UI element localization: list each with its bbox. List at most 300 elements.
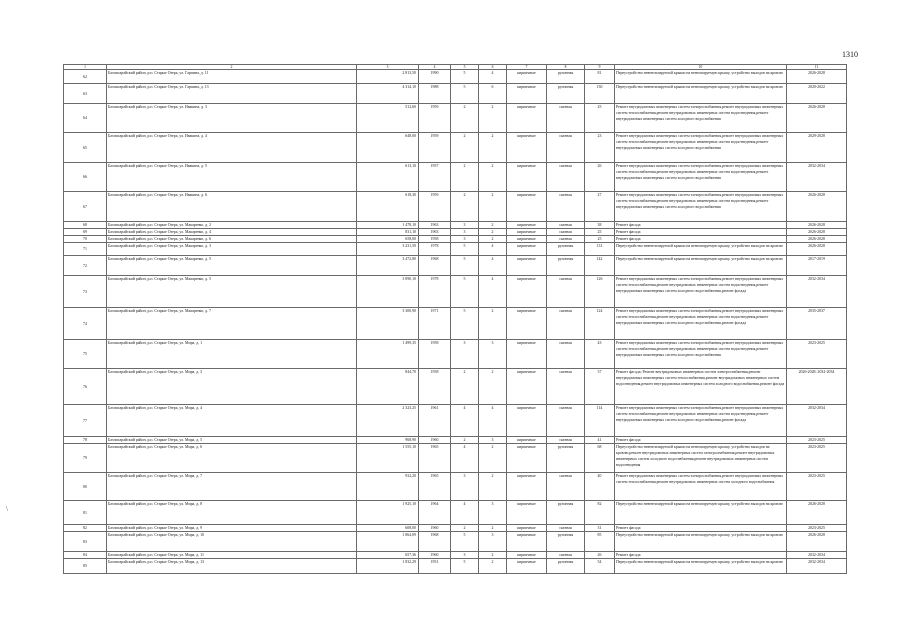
works-cell: Ремонт внутридомовых инженерных систем электроснабжения,ремонт внутридомовых инженерных систем теплоснабжения,ремонт внутридомовых инженерных систем водоотведения,ремонт внутридомовых инженерных систем холодного водоснабжения,ремонт фасада — [615, 308, 787, 340]
year-built-cell: 1959 — [419, 104, 451, 133]
area-cell: 3 231,50 — [357, 243, 419, 256]
table-row — [64, 276, 847, 308]
works-cell: Ремонт внутридомовых инженерных систем электроснабжения,ремонт внутридомовых инженерных систем теплоснабжения,ремонт внутридомовых инженерных систем холодного водоснабжения — [615, 473, 787, 501]
column-header: 3 — [357, 65, 419, 70]
floors-cell: 2 — [451, 192, 479, 222]
row-number-cell: 85 — [64, 559, 107, 574]
table-row — [64, 243, 847, 256]
works-cell: Переустройство невентилируемой крыши на вентилируемую крышу, устройство выходов на кровлю — [615, 559, 787, 574]
row-number-cell: 75 — [64, 340, 107, 369]
address-cell: Бахчисарайский район, р.п. Старые Озера, ул. Макаренко, д. 6 — [107, 236, 357, 243]
column-header: 11 — [787, 65, 847, 70]
row-number-cell: 64 — [64, 104, 107, 133]
floors-cell: 5 — [451, 276, 479, 308]
area-cell: 3 300,90 — [357, 308, 419, 340]
residents-cell: 124 — [585, 308, 615, 340]
floors-cell: 3 — [451, 552, 479, 559]
wall-material-cell: кирпичные — [507, 532, 547, 552]
entrances-cell: 2 — [479, 369, 507, 405]
residents-cell: 37 — [585, 369, 615, 405]
roof-type-cell: рулонная — [547, 256, 585, 276]
year-built-cell: 1958 — [419, 369, 451, 405]
table-row — [64, 340, 847, 369]
works-cell: Ремонт фасада — [615, 525, 787, 532]
wall-material-cell: кирпичные — [507, 104, 547, 133]
repair-period-cell: 2023-2025 — [787, 437, 847, 444]
floors-cell: 5 — [451, 243, 479, 256]
area-cell: 1 555,10 — [357, 444, 419, 473]
row-number-cell: 68 — [64, 222, 107, 229]
wall-material-cell: кирпичные — [507, 501, 547, 525]
table-row — [64, 163, 847, 192]
wall-material-cell: кирпичные — [507, 437, 547, 444]
repair-period-cell: 2023-2025 — [787, 340, 847, 369]
roof-type-cell: рулонная — [547, 70, 585, 84]
repair-period-cell: 2026-2028 — [787, 222, 847, 229]
year-built-cell: 1964 — [419, 501, 451, 525]
wall-material-cell: кирпичные — [507, 163, 547, 192]
repair-period-cell: 2026-2028 — [787, 192, 847, 222]
wall-material-cell: кирпичные — [507, 473, 547, 501]
area-cell: 3 472,80 — [357, 256, 419, 276]
entrances-cell: 2 — [479, 308, 507, 340]
residents-cell: 25 — [585, 104, 615, 133]
repair-period-cell: 2032-2034 — [787, 163, 847, 192]
entrances-cell: 3 — [479, 532, 507, 552]
address-cell: Бахчисарайский район, р.п. Старые Озера, ул. Мира, д. 9 — [107, 525, 357, 532]
entrances-cell: 4 — [479, 70, 507, 84]
repair-period-cell: 2026-2028 — [787, 501, 847, 525]
area-cell: 831,10 — [357, 229, 419, 236]
year-built-cell: 1965 — [419, 473, 451, 501]
works-cell: Ремонт фасада — [615, 236, 787, 243]
roof-type-cell: рулонная — [547, 84, 585, 104]
repair-period-cell: 2032-2034 — [787, 552, 847, 559]
entrances-cell: 4 — [479, 256, 507, 276]
area-cell: 1 864,09 — [357, 532, 419, 552]
year-built-cell: 1960 — [419, 437, 451, 444]
works-cell: Переустройство невентилируемой крыши на вентилируемую крышу, устройство выходов на кровлю — [615, 243, 787, 256]
works-cell: Ремонт внутридомовых инженерных систем электроснабжения,ремонт внутридомовых инженерных систем теплоснабжения,ремонт внутридомовых инженерных систем водоотведения,ремонт внутридомовых инженерных систем холодного водоснабжения — [615, 133, 787, 163]
year-built-cell: 1988 — [419, 84, 451, 104]
roof-type-cell: рулонная — [547, 501, 585, 525]
residents-cell: 26 — [585, 163, 615, 192]
repair-period-cell: 2017-2019 — [787, 256, 847, 276]
floors-cell: 2 — [451, 369, 479, 405]
address-cell: Бахчисарайский район, р.п. Старые Озера, ул. Мира, д. 1 — [107, 340, 357, 369]
row-number-cell: 83 — [64, 532, 107, 552]
roof-type-cell: скатная — [547, 276, 585, 308]
row-number-cell: 71 — [64, 243, 107, 256]
column-header: 6 — [479, 65, 507, 70]
repair-period-cell: 2026-2028 — [787, 70, 847, 84]
roof-type-cell: скатная — [547, 369, 585, 405]
year-built-cell: 1958 — [419, 236, 451, 243]
roof-type-cell: скатная — [547, 552, 585, 559]
year-built-cell: 1963 — [419, 222, 451, 229]
row-number-cell: 70 — [64, 236, 107, 243]
residents-cell: 41 — [585, 437, 615, 444]
repair-period-cell: 2023-2025 — [787, 525, 847, 532]
floors-cell: 3 — [451, 340, 479, 369]
area-cell: 613,10 — [357, 163, 419, 192]
entrances-cell: 2 — [479, 133, 507, 163]
works-cell: Ремонт внутридомовых инженерных систем электроснабжения,ремонт внутридомовых инженерных систем теплоснабжения,ремонт внутридомовых инженерных систем водоотведения,ремонт внутридомовых инженерных систем холодного водоснабжения — [615, 104, 787, 133]
address-cell: Бахчисарайский район, р.п. Старые Озера, ул. Мира, д. 13 — [107, 559, 357, 574]
works-cell: Ремонт внутридомовых инженерных систем электроснабжения,ремонт внутридомовых инженерных систем теплоснабжения,ремонт внутридомовых инженерных систем водоотведения,ремонт внутридомовых инженерных систем холодного водоснабжения — [615, 340, 787, 369]
works-cell: Ремонт внутридомовых инженерных систем электроснабжения,ремонт внутридомовых инженерных систем теплоснабжения,ремонт внутридомовых инженерных систем водоотведения,ремонт внутридомовых инженерных систем холодного водоснабжения,ремонт фасада — [615, 276, 787, 308]
address-cell: Бахчисарайский район, р.п. Старые Озера, ул. Гарпина, д. 11 — [107, 70, 357, 84]
address-cell: Бахчисарайский район, р.п. Старые Озера, ул. Ивакина, д. 4 — [107, 133, 357, 163]
column-header: 8 — [547, 65, 585, 70]
address-cell: Бахчисарайский район, р.п. Старые Озера, ул. Мира, д. 4 — [107, 405, 357, 437]
wall-material-cell: кирпичные — [507, 276, 547, 308]
residents-cell: 81 — [585, 70, 615, 84]
roof-type-cell: скатная — [547, 525, 585, 532]
area-cell: 657,36 — [357, 552, 419, 559]
floors-cell: 5 — [451, 559, 479, 574]
wall-material-cell: кирпичные — [507, 70, 547, 84]
wall-material-cell: кирпичные — [507, 405, 547, 437]
table-row — [64, 437, 847, 444]
entrances-cell: 2 — [479, 192, 507, 222]
entrances-cell: 2 — [479, 444, 507, 473]
address-cell: Бахчисарайский район, р.п. Старые Озера, ул. Мира, д. 7 — [107, 473, 357, 501]
area-cell: 618,30 — [357, 192, 419, 222]
roof-type-cell: скатная — [547, 405, 585, 437]
floors-cell: 2 — [451, 437, 479, 444]
residents-cell: 126 — [585, 276, 615, 308]
roof-type-cell: скатная — [547, 163, 585, 192]
row-number-cell: 67 — [64, 192, 107, 222]
row-number-cell: 74 — [64, 308, 107, 340]
table-row — [64, 192, 847, 222]
roof-type-cell: рулонная — [547, 243, 585, 256]
floors-cell: 5 — [451, 256, 479, 276]
works-cell: Ремонт фасада — [615, 229, 787, 236]
works-cell: Ремонт фасада — [615, 222, 787, 229]
floors-cell: 3 — [451, 229, 479, 236]
year-built-cell: 1965 — [419, 444, 451, 473]
works-cell: Переустройство невентилируемой крыши на вентилируемую крышу, устройство выходов на кровлю,ремонт внутридомовых инженерных систем электроснабжения,ремонт внутридомовых инженерных систем холодного водоснабжения,ремонт внутридомовых инженерных систем водоотведения — [615, 444, 787, 473]
wall-material-cell: кирпичные — [507, 369, 547, 405]
row-number-cell: 62 — [64, 70, 107, 84]
address-cell: Бахчисарайский район, р.п. Старые Озера, ул. Макаренко, д. 4 — [107, 229, 357, 236]
table-row — [64, 70, 847, 84]
year-built-cell: 1959 — [419, 133, 451, 163]
row-number-cell: 77 — [64, 405, 107, 437]
wall-material-cell: кирпичные — [507, 236, 547, 243]
repair-period-cell: 2026-2028 — [787, 236, 847, 243]
table-body — [64, 70, 847, 574]
column-header: 9 — [585, 65, 615, 70]
repair-period-cell: 2026-2028 — [787, 532, 847, 552]
works-cell: Переустройство невентилируемой крыши на вентилируемую крышу, устройство выходов на кровлю — [615, 70, 787, 84]
roof-type-cell: скатная — [547, 437, 585, 444]
roof-type-cell: рулонная — [547, 444, 585, 473]
table-row — [64, 525, 847, 532]
residents-cell: 23 — [585, 133, 615, 163]
table-row — [64, 133, 847, 163]
address-cell: Бахчисарайский район, р.п. Старые Озера, ул. Мира, д. 8 — [107, 501, 357, 525]
year-built-cell: 1990 — [419, 70, 451, 84]
residents-cell: 26 — [585, 552, 615, 559]
entrances-cell: 4 — [479, 276, 507, 308]
entrances-cell: 2 — [479, 104, 507, 133]
address-cell: Бахчисарайский район, р.п. Старые Озера, ул. Макаренко, д. 5 — [107, 256, 357, 276]
year-built-cell: 1960 — [419, 525, 451, 532]
floors-cell: 3 — [451, 236, 479, 243]
address-cell: Бахчисарайский район, р.п. Старые Озера, ул. Ивакина, д. 6 — [107, 192, 357, 222]
table-row — [64, 552, 847, 559]
year-built-cell: 1961 — [419, 405, 451, 437]
floors-cell: 3 — [451, 473, 479, 501]
area-cell: 1 925,10 — [357, 501, 419, 525]
area-cell: 1 499,35 — [357, 340, 419, 369]
roof-type-cell: скатная — [547, 308, 585, 340]
area-cell: 608,00 — [357, 525, 419, 532]
column-header: 4 — [419, 65, 451, 70]
entrances-cell: 2 — [479, 559, 507, 574]
row-number-cell: 73 — [64, 276, 107, 308]
address-cell: Бахчисарайский район, р.п. Старые Озера, ул. Макаренко, д. 2 — [107, 222, 357, 229]
area-cell: 4 314,10 — [357, 84, 419, 104]
wall-material-cell: кирпичные — [507, 308, 547, 340]
table-row — [64, 104, 847, 133]
wall-material-cell: кирпичные — [507, 84, 547, 104]
entrances-cell: 3 — [479, 501, 507, 525]
wall-material-cell: кирпичные — [507, 256, 547, 276]
area-cell: 2 813,50 — [357, 70, 419, 84]
residents-cell: 85 — [585, 532, 615, 552]
table-row — [64, 84, 847, 104]
roof-type-cell: скатная — [547, 473, 585, 501]
works-cell: Переустройство невентилируемой крыши на вентилируемую крышу, устройство выходов на кровлю — [615, 256, 787, 276]
column-header: 7 — [507, 65, 547, 70]
works-cell: Переустройство невентилируемой крыши на вентилируемую крышу, устройство выходов на кровлю — [615, 501, 787, 525]
table-row — [64, 236, 847, 243]
column-header: 1 — [64, 65, 107, 70]
works-cell: Ремонт фасада; Ремонт внутридомовых инженерных систем электроснабжения,ремонт внутридомовых инженерных систем теплоснабжения,ремонт внутридомовых инженерных систем водоотведения,ремонт внутридомовых инженерных систем холодного водоснабжения,ремонт фасада — [615, 369, 787, 405]
floors-cell: 2 — [451, 133, 479, 163]
address-cell: Бахчисарайский район, р.п. Старые Озера, ул. Гарпина, д. 13 — [107, 84, 357, 104]
row-number-cell: 81 — [64, 501, 107, 525]
area-cell: 844,70 — [357, 369, 419, 405]
entrances-cell: 4 — [479, 243, 507, 256]
year-built-cell: 1960 — [419, 552, 451, 559]
table-row — [64, 308, 847, 340]
address-cell: Бахчисарайский район, р.п. Старые Озера, ул. Макаренко, д. 5 — [107, 276, 357, 308]
year-built-cell: 1963 — [419, 229, 451, 236]
area-cell: 1 832,29 — [357, 559, 419, 574]
address-cell: Бахчисарайский район, р.п. Старые Озера, ул. Мира, д. 3 — [107, 369, 357, 405]
repair-period-cell: 2023-2025 — [787, 473, 847, 501]
residents-cell: 114 — [585, 405, 615, 437]
works-cell: Переустройство невентилируемой крыши на вентилируемую крышу, устройство выходов на кровлю — [615, 532, 787, 552]
wall-material-cell: кирпичные — [507, 133, 547, 163]
works-cell: Ремонт фасада — [615, 552, 787, 559]
entrances-cell: 2 — [479, 236, 507, 243]
residents-cell: 130 — [585, 84, 615, 104]
roof-type-cell: скатная — [547, 340, 585, 369]
residents-cell: 40 — [585, 473, 615, 501]
year-built-cell: 1978 — [419, 243, 451, 256]
table-row — [64, 369, 847, 405]
residents-cell: 38 — [585, 222, 615, 229]
year-built-cell: 1951 — [419, 559, 451, 574]
row-number-cell: 72 — [64, 256, 107, 276]
wall-material-cell: кирпичные — [507, 192, 547, 222]
repair-period-cell: 2032-2034 — [787, 276, 847, 308]
address-cell: Бахчисарайский район, р.п. Старые Озера, ул. Макаренко, д. 7 — [107, 308, 357, 340]
floors-cell: 5 — [451, 70, 479, 84]
table-row — [64, 256, 847, 276]
entrances-cell: 2 — [479, 229, 507, 236]
column-header: 2 — [107, 65, 357, 70]
entrances-cell: 2 — [479, 525, 507, 532]
floors-cell: 3 — [451, 222, 479, 229]
wall-material-cell: кирпичные — [507, 229, 547, 236]
wall-material-cell: кирпичные — [507, 340, 547, 369]
repair-period-cell: 2035-2037 — [787, 308, 847, 340]
housing-repair-table — [63, 64, 847, 574]
row-number-cell: 79 — [64, 444, 107, 473]
area-cell: 1 478,10 — [357, 222, 419, 229]
table-row — [64, 405, 847, 437]
roof-type-cell: рулонная — [547, 532, 585, 552]
area-cell: 2 323,25 — [357, 405, 419, 437]
scan-mark: \ — [6, 505, 8, 513]
floors-cell: 2 — [451, 104, 479, 133]
table-row — [64, 473, 847, 501]
roof-type-cell: скатная — [547, 192, 585, 222]
floors-cell: 4 — [451, 501, 479, 525]
repair-period-cell: 2023-2025 — [787, 444, 847, 473]
entrances-cell: 2 — [479, 552, 507, 559]
row-number-cell: 69 — [64, 229, 107, 236]
address-cell: Бахчисарайский район, р.п. Старые Озера, ул. Мира, д. 10 — [107, 532, 357, 552]
page-number: 1310 — [842, 50, 858, 59]
roof-type-cell: рулонная — [547, 559, 585, 574]
wall-material-cell: кирпичные — [507, 552, 547, 559]
residents-cell: 43 — [585, 340, 615, 369]
repair-period-cell: 2026-2028 — [787, 229, 847, 236]
row-number-cell: 80 — [64, 473, 107, 501]
address-cell: Бахчисарайский район, р.п. Старые Озера, ул. Ивакина, д. 5 — [107, 163, 357, 192]
residents-cell: 27 — [585, 192, 615, 222]
roof-type-cell: скатная — [547, 104, 585, 133]
address-cell: Бахчисарайский район, р.п. Старые Озера, ул. Мира, д. 6 — [107, 444, 357, 473]
works-cell: Ремонт внутридомовых инженерных систем электроснабжения,ремонт внутридомовых инженерных систем теплоснабжения,ремонт внутридомовых инженерных систем водоотведения,ремонт внутридомовых инженерных систем холодного водоснабжения — [615, 192, 787, 222]
area-cell: 658,00 — [357, 236, 419, 243]
entrances-cell: 2 — [479, 163, 507, 192]
row-number-cell: 78 — [64, 437, 107, 444]
address-cell: Бахчисарайский район, р.п. Старые Озера, ул. Макаренко, д. 3 — [107, 243, 357, 256]
table-row — [64, 222, 847, 229]
repair-period-cell: 2026-2028 — [787, 104, 847, 133]
entrances-cell: 4 — [479, 405, 507, 437]
works-cell: Ремонт внутридомовых инженерных систем электроснабжения,ремонт внутридомовых инженерных систем теплоснабжения,ремонт внутридомовых инженерных систем водоотведения,ремонт внутридомовых инженерных систем холодного водоснабжения — [615, 163, 787, 192]
roof-type-cell: скатная — [547, 229, 585, 236]
floors-cell: 5 — [451, 84, 479, 104]
residents-cell: 142 — [585, 256, 615, 276]
area-cell: 968,90 — [357, 437, 419, 444]
floors-cell: 4 — [451, 444, 479, 473]
address-cell: Бахчисарайский район, р.п. Старые Озера, ул. Мира, д. 11 — [107, 552, 357, 559]
row-number-cell: 84 — [64, 552, 107, 559]
entrances-cell: 3 — [479, 437, 507, 444]
floors-cell: 2 — [451, 525, 479, 532]
floors-cell: 2 — [451, 163, 479, 192]
year-built-cell: 1978 — [419, 276, 451, 308]
repair-period-cell: 2020-2022 — [787, 84, 847, 104]
entrances-cell: 2 — [479, 473, 507, 501]
address-cell: Бахчисарайский район, р.п. Старые Озера, ул. Мира, д. 5 — [107, 437, 357, 444]
floors-cell: 4 — [451, 405, 479, 437]
residents-cell: 68 — [585, 444, 615, 473]
residents-cell: 25 — [585, 236, 615, 243]
column-header: 10 — [615, 65, 787, 70]
repair-period-cell: 2032-2034 — [787, 405, 847, 437]
wall-material-cell: кирпичные — [507, 243, 547, 256]
repair-period-cell: 2032-2034 — [787, 559, 847, 574]
works-cell: Ремонт внутридомовых инженерных систем электроснабжения,ремонт внутридомовых инженерных систем теплоснабжения,ремонт внутридомовых инженерных систем водоотведения,ремонт внутридомовых инженерных систем холодного водоснабжения,ремонт фасада — [615, 405, 787, 437]
table-row — [64, 444, 847, 473]
entrances-cell: 2 — [479, 222, 507, 229]
row-number-cell: 65 — [64, 133, 107, 163]
row-number-cell: 82 — [64, 525, 107, 532]
column-header: 5 — [451, 65, 479, 70]
area-cell: 932,20 — [357, 473, 419, 501]
year-built-cell: 1957 — [419, 163, 451, 192]
area-cell: 648,00 — [357, 133, 419, 163]
area-cell: 3 890,10 — [357, 276, 419, 308]
wall-material-cell: кирпичные — [507, 444, 547, 473]
address-cell: Бахчисарайский район, р.п. Старые Озера, ул. Ивакина, д. 3 — [107, 104, 357, 133]
works-cell: Переустройство невентилируемой крыши на вентилируемую крышу, устройство выходов на кровлю — [615, 84, 787, 104]
residents-cell: 25 — [585, 229, 615, 236]
residents-cell: 82 — [585, 501, 615, 525]
entrances-cell: 6 — [479, 84, 507, 104]
repair-period-cell: 2026-2028; 2032-2034 — [787, 369, 847, 405]
wall-material-cell: кирпичные — [507, 222, 547, 229]
table-row — [64, 229, 847, 236]
floors-cell: 5 — [451, 532, 479, 552]
area-cell: 512,60 — [357, 104, 419, 133]
row-number-cell: 63 — [64, 84, 107, 104]
entrances-cell: 3 — [479, 340, 507, 369]
roof-type-cell: скатная — [547, 133, 585, 163]
wall-material-cell: кирпичные — [507, 525, 547, 532]
year-built-cell: 1958 — [419, 340, 451, 369]
residents-cell: 131 — [585, 243, 615, 256]
row-number-cell: 66 — [64, 163, 107, 192]
year-built-cell: 1971 — [419, 308, 451, 340]
table-row — [64, 501, 847, 525]
repair-period-cell: 2029-2028 — [787, 133, 847, 163]
table-row — [64, 532, 847, 552]
roof-type-cell: скатная — [547, 222, 585, 229]
row-number-cell: 76 — [64, 369, 107, 405]
year-built-cell: 1968 — [419, 256, 451, 276]
residents-cell: 54 — [585, 559, 615, 574]
residents-cell: 31 — [585, 525, 615, 532]
floors-cell: 5 — [451, 308, 479, 340]
table-row — [64, 559, 847, 574]
year-built-cell: 1959 — [419, 192, 451, 222]
repair-period-cell: 2026-2028 — [787, 243, 847, 256]
wall-material-cell: кирпичные — [507, 559, 547, 574]
